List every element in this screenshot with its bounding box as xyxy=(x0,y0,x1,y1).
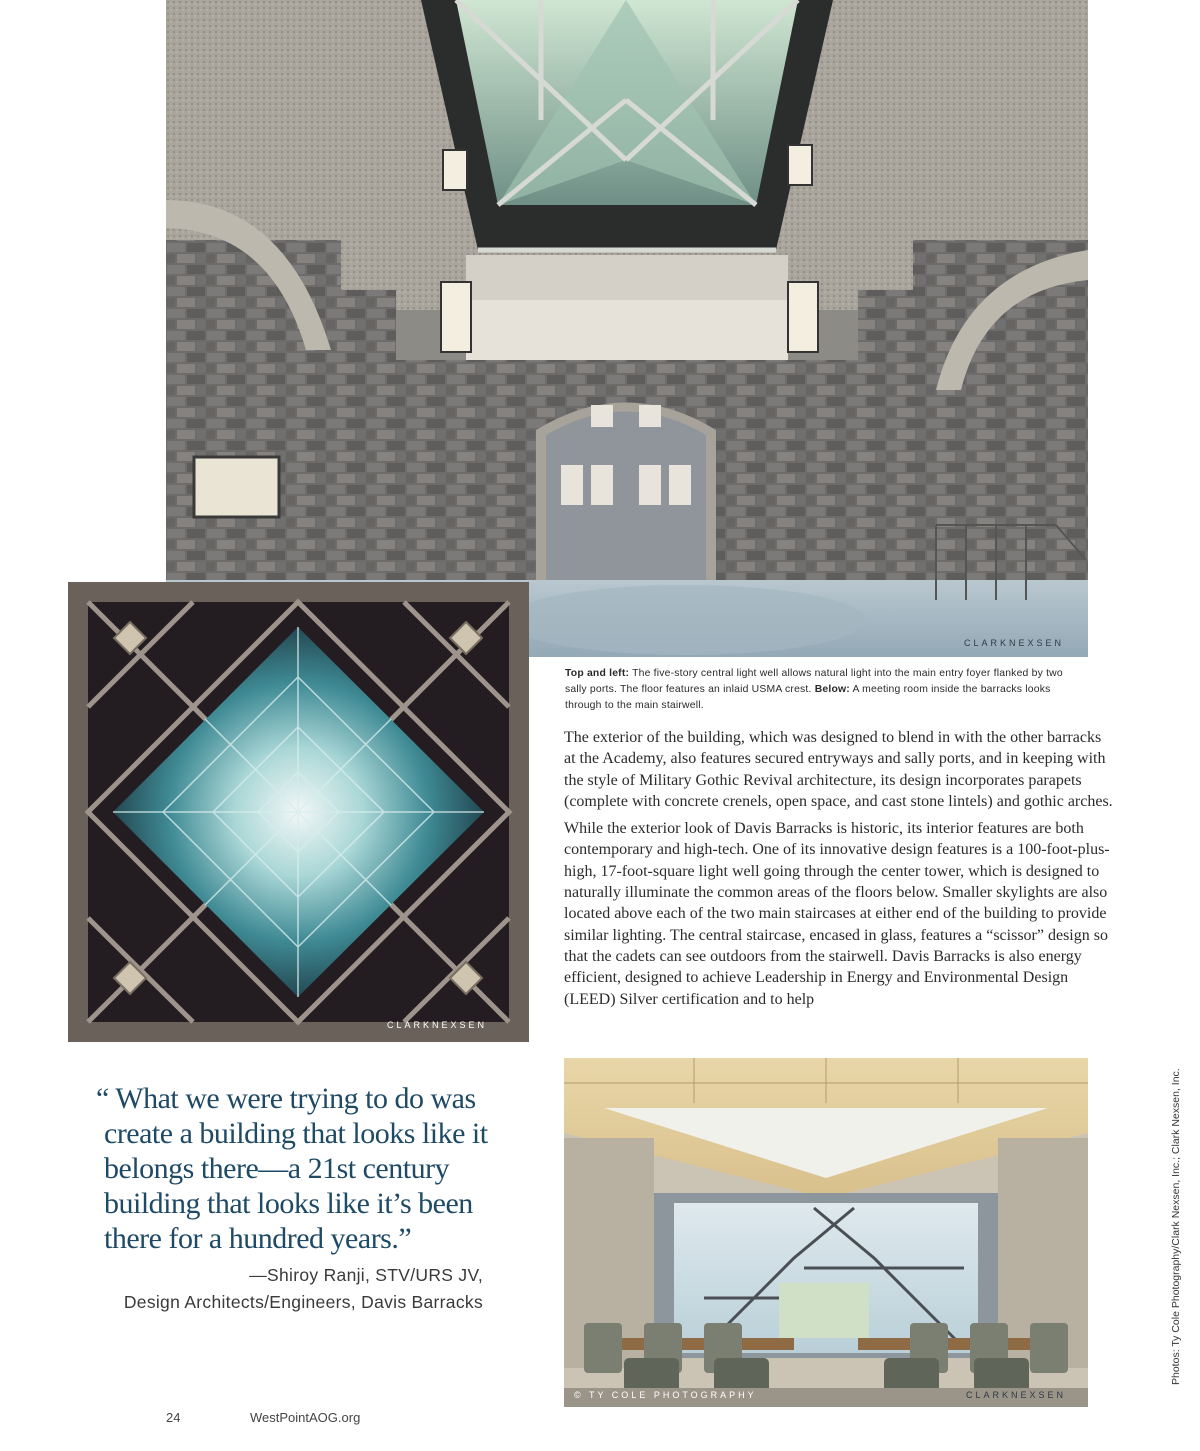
bottom-photo-copyright: © TY COLE PHOTOGRAPHY xyxy=(574,1390,757,1400)
caption-text-below: A meeting room inside the barracks looks through to the main stairwell. xyxy=(565,684,1051,711)
page-number: 24 xyxy=(166,1410,181,1425)
caption-label-below: Below: xyxy=(814,684,850,695)
photo-caption xyxy=(565,666,1085,714)
foyer-illustration xyxy=(166,0,1088,657)
meeting-room-illustration xyxy=(564,1058,1088,1407)
body-paragraph-2: While the exterior look of Davis Barracks is historic, its interior features are both contemporary and high-tech. One of its innovative design features is a 100-foot-plus-high, 17-foot-square light well going through the center tower, which is designed to naturally illuminate the common areas of the floors below. Smaller skylights are also located above each of the two main staircases at either end of the building to provide similar lighting. The central staircase, encased in glass, features a “scissor” design so that the cadets can see outdoors from the stairwell. Davis Barracks is also energy efficient, designed to achieve Leadership in Energy and Environmental Design (LEED) Silver certification and to help xyxy=(564,820,1110,1008)
left-photo-watermark: CLARKNEXSEN xyxy=(386,1020,487,1030)
light-well-photo xyxy=(68,582,529,1042)
site-url: WestPointAOG.org xyxy=(250,1410,361,1425)
light-well-illustration xyxy=(68,582,529,1042)
caption-label-top-left: Top and left: xyxy=(565,668,630,679)
caption-text-top-left: The five-story central light well allows natural light into the main entry foyer flanked by two sally ports. The floor features an inlaid USMA crest. xyxy=(565,668,1063,695)
quote-line: building that looks like it’s been xyxy=(104,1187,473,1220)
bottom-photo-watermark: CLARKNEXSEN xyxy=(965,1390,1066,1400)
attribution-line-2: Design Architects/Engineers, Davis Barracks xyxy=(123,1292,483,1312)
pull-quote xyxy=(96,1081,516,1256)
quote-line: create a building that looks like it xyxy=(104,1117,488,1150)
attribution-line-1: —Shiroy Ranji, STV/URS JV, xyxy=(249,1265,483,1285)
quote-line: belongs there—a 21st century xyxy=(104,1152,450,1185)
article-body xyxy=(564,727,1116,1016)
body-paragraph-1: The exterior of the building, which was designed to blend in with the other barracks at the Academy, also features secured entryways and sally ports, and in keeping with the style of Military Gothic Revival architecture, its design incorporates parapets (complete with concrete crenels, open space, and cast stone lintels) and gothic arches. xyxy=(564,729,1113,810)
quote-attribution xyxy=(80,1262,483,1316)
top-photo-watermark: CLARKNEXSEN xyxy=(963,638,1064,648)
quote-line: “ What we were trying to do was xyxy=(96,1082,476,1115)
meeting-room-photo xyxy=(564,1058,1088,1407)
photo-credit: Photos: Ty Cole Photography/Clark Nexsen, Inc.; Clark Nexsen, Inc. xyxy=(1170,1068,1182,1385)
foyer-photo xyxy=(166,0,1088,657)
quote-line: there for a hundred years.” xyxy=(104,1222,412,1255)
